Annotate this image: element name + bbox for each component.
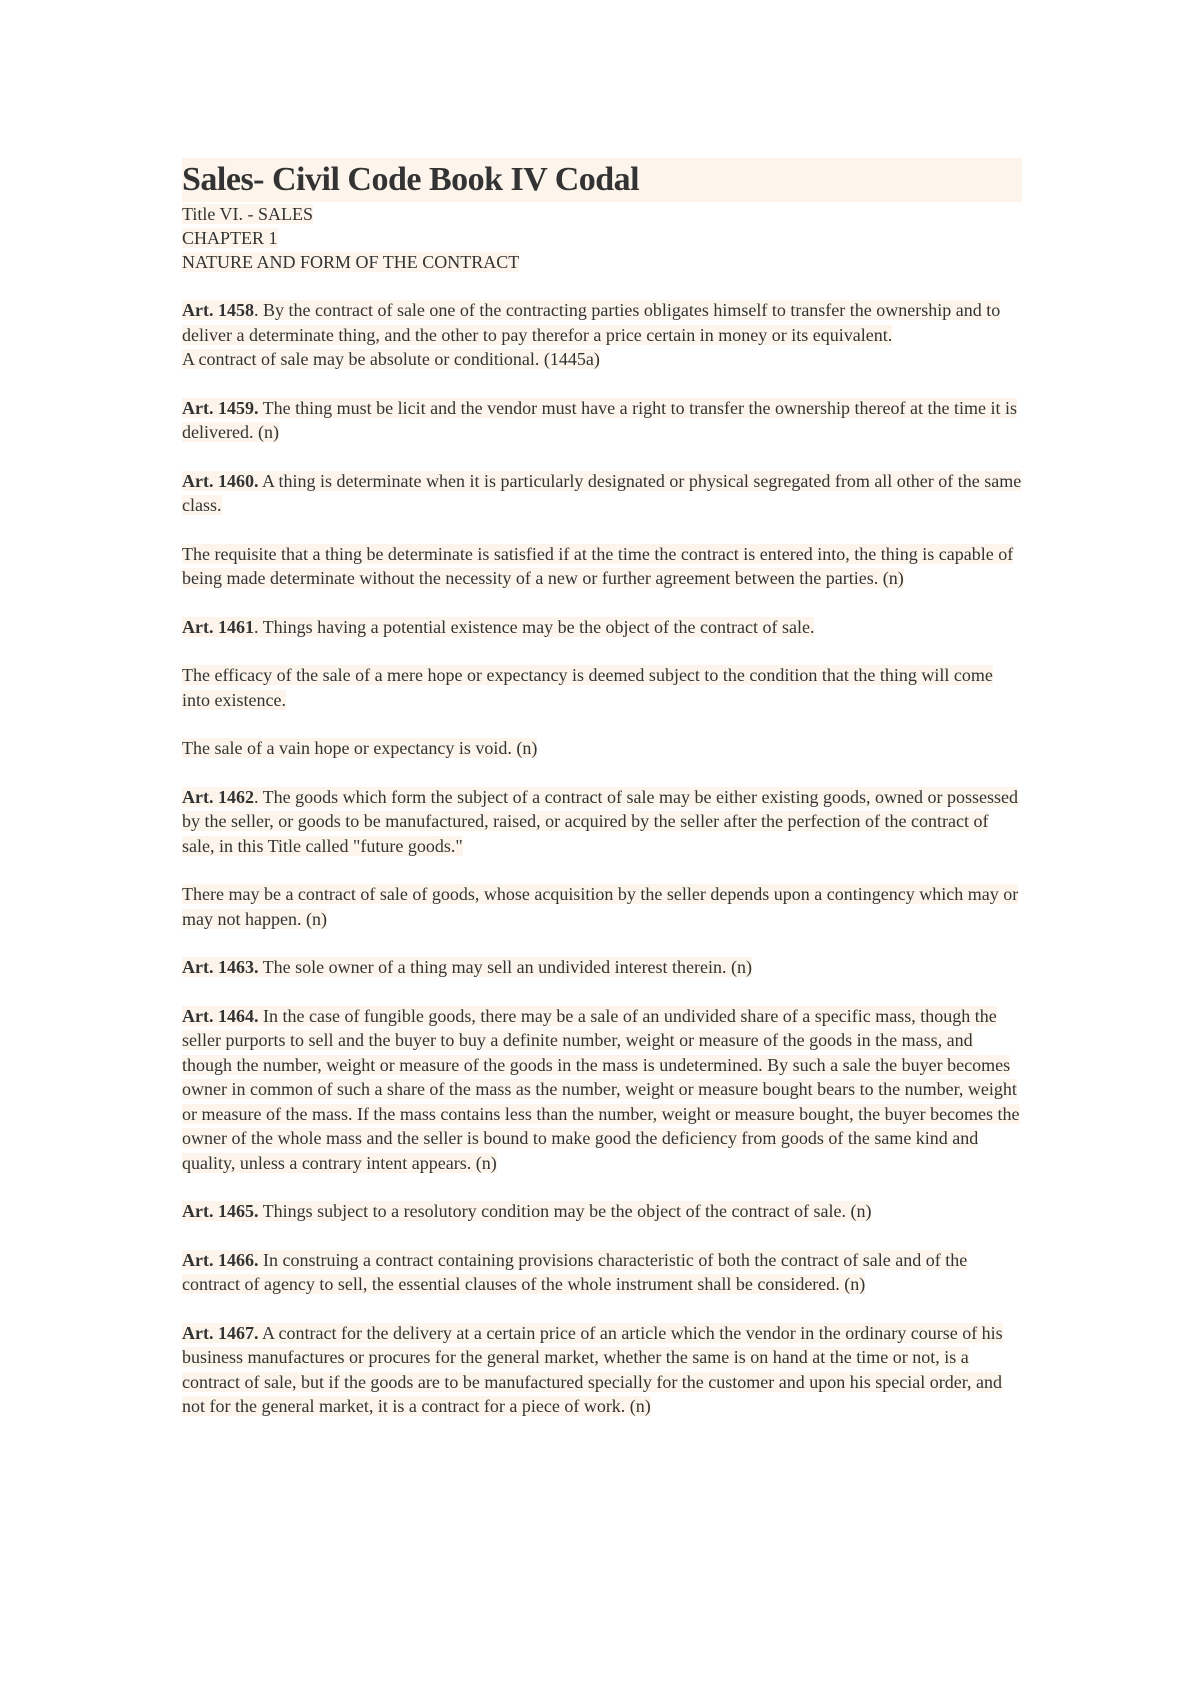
article-spacer: [182, 931, 1022, 955]
article-paragraph: [182, 347, 1022, 372]
article-first-paragraph: [182, 298, 1022, 347]
article-block: [182, 1321, 1022, 1419]
article-text-highlight: [182, 349, 600, 369]
article-number: Art. 1458: [182, 300, 254, 320]
article-text-highlight: [182, 1006, 1020, 1173]
paragraph-spacer: [182, 639, 1022, 663]
article-block: [182, 1004, 1022, 1176]
article-spacer: [182, 445, 1022, 469]
article-paragraph: [182, 736, 1022, 761]
article-first-paragraph: [182, 469, 1022, 518]
article-text-highlight: [182, 617, 814, 637]
article-spacer: [182, 1175, 1022, 1199]
articles-list: [182, 298, 1022, 1419]
article-text: Things subject to a resolutory condition may be the object of the contract of sale. (n): [258, 1201, 872, 1221]
article-text-highlight: [182, 1323, 1003, 1417]
article-spacer: [182, 980, 1022, 1004]
article-number: Art. 1465.: [182, 1201, 259, 1221]
article-spacer: [182, 1224, 1022, 1248]
paragraph-spacer: [182, 712, 1022, 736]
article-text: The requisite that a thing be determinate is satisfied if at the time the contract is entered into, the thing is capable of being made determinate without the necessity of a new or further agreement between the parties. (n): [182, 543, 1014, 588]
article-text: The sale of a vain hope or expectancy is void. (n): [182, 738, 538, 758]
article-text-highlight: [182, 398, 1017, 443]
article-paragraph: [182, 882, 1022, 931]
chapter-number: [182, 226, 1022, 250]
article-text: A thing is determinate when it is particularly designated or physical segregated from all other of the same class.: [182, 470, 1022, 515]
document-page: [182, 158, 1022, 1419]
article-spacer: [182, 372, 1022, 396]
article-text-highlight: [182, 544, 1013, 589]
paragraph-spacer: [182, 518, 1022, 542]
chapter-name: [182, 250, 1022, 274]
article-block: [182, 955, 1022, 980]
article-first-paragraph: [182, 785, 1022, 859]
article-number: Art. 1463.: [182, 957, 259, 977]
paragraph-spacer: [182, 858, 1022, 882]
article-first-paragraph: [182, 1321, 1022, 1419]
article-number: Art. 1464.: [182, 1005, 259, 1026]
article-text: A contract for the delivery at a certain price of an article which the vendor in the ordinary course of his business manufactures or procures for the general market, whether the same is on hand at the time or not, is a contract of sale, but if the goods are to be manufactured specially for the customer and upon his special order, and not for the general market, it is a contract for a piece of work. (n): [182, 1322, 1003, 1416]
article-first-paragraph: [182, 1199, 1022, 1224]
article-text-highlight: [182, 787, 1018, 856]
article-text-highlight: [182, 884, 1018, 929]
article-number: Art. 1460.: [182, 470, 259, 491]
title-line: [182, 202, 1022, 226]
article-text-highlight: [182, 738, 537, 758]
article-first-paragraph: [182, 615, 1022, 640]
article-block: [182, 1199, 1022, 1224]
article-spacer: [182, 761, 1022, 785]
article-block: [182, 469, 1022, 591]
article-block: [182, 785, 1022, 932]
article-text: The efficacy of the sale of a mere hope or expectancy is deemed subject to the condition that the thing will come into existence.: [182, 665, 993, 710]
article-text-highlight: [182, 300, 1000, 345]
chapter-name-text: NATURE AND FORM OF THE CONTRACT: [182, 252, 520, 272]
article-text-highlight: [182, 665, 993, 710]
article-text: A contract of sale may be absolute or conditional. (1445a): [182, 349, 600, 369]
article-text-highlight: [182, 1201, 871, 1221]
article-text: . By the contract of sale one of the contracting parties obligates himself to transfer the ownership and to deliver a determinate thing, and the other to pay therefor a price certain in money or its equivalent.: [182, 300, 1001, 345]
article-first-paragraph: [182, 955, 1022, 980]
article-text: The sole owner of a thing may sell an undivided interest therein. (n): [258, 957, 753, 977]
article-text: There may be a contract of sale of goods, whose acquisition by the seller depends upon a contingency which may or may not happen. (n): [182, 884, 1019, 929]
spacer: [182, 274, 1022, 298]
article-text-highlight: [182, 957, 752, 977]
title-line-text: Title VI. - SALES: [182, 204, 314, 224]
article-first-paragraph: [182, 1004, 1022, 1176]
document-title: Sales- Civil Code Book IV Codal: [182, 158, 1022, 202]
chapter-number-text: CHAPTER 1: [182, 228, 278, 248]
article-first-paragraph: [182, 396, 1022, 445]
article-number: Art. 1461: [182, 616, 254, 637]
article-text: . The goods which form the subject of a contract of sale may be either existing goods, owned or possessed by the seller, or goods to be manufactured, raised, or acquired by the seller after the perfection of the contract of sale, in this Title called "future goods.": [182, 786, 1018, 856]
article-number: Art. 1462: [182, 786, 254, 807]
article-text-highlight: [182, 471, 1021, 516]
article-block: [182, 615, 1022, 761]
article-number: Art. 1466.: [182, 1249, 259, 1270]
article-text: In the case of fungible goods, there may be a sale of an undivided share of a specific mass, though the seller purports to sell and the buyer to buy a definite number, weight or measure of the goods in the mass, and though the number, weight or measure of the goods in the mass is undetermined. By such a sale the buyer becomes owner in common of such a share of the mass as the number, weight or measure bought bears to the number, weight or measure of the mass. If the mass contains less than the number, weight or measure bought, the buyer becomes the owner of the whole mass and the seller is bound to make good the deficiency from goods of the same kind and quality, unless a contrary intent appears. (n): [182, 1005, 1020, 1173]
article-number: Art. 1459.: [182, 397, 259, 418]
article-spacer: [182, 591, 1022, 615]
article-text: The thing must be licit and the vendor must have a right to transfer the ownership thereof at the time it is delivered. (n): [182, 397, 1017, 442]
article-paragraph: [182, 542, 1022, 591]
article-number: Art. 1467.: [182, 1322, 259, 1343]
article-spacer: [182, 1297, 1022, 1321]
article-text: In construing a contract containing provisions characteristic of both the contract of sale and of the contract of agency to sell, the essential clauses of the whole instrument shall be considered. (n): [182, 1249, 968, 1294]
article-text: . Things having a potential existence may be the object of the contract of sale.: [253, 616, 815, 637]
article-paragraph: [182, 663, 1022, 712]
article-first-paragraph: [182, 1248, 1022, 1297]
article-block: [182, 298, 1022, 372]
article-block: [182, 396, 1022, 445]
article-text-highlight: [182, 1250, 967, 1295]
article-block: [182, 1248, 1022, 1297]
